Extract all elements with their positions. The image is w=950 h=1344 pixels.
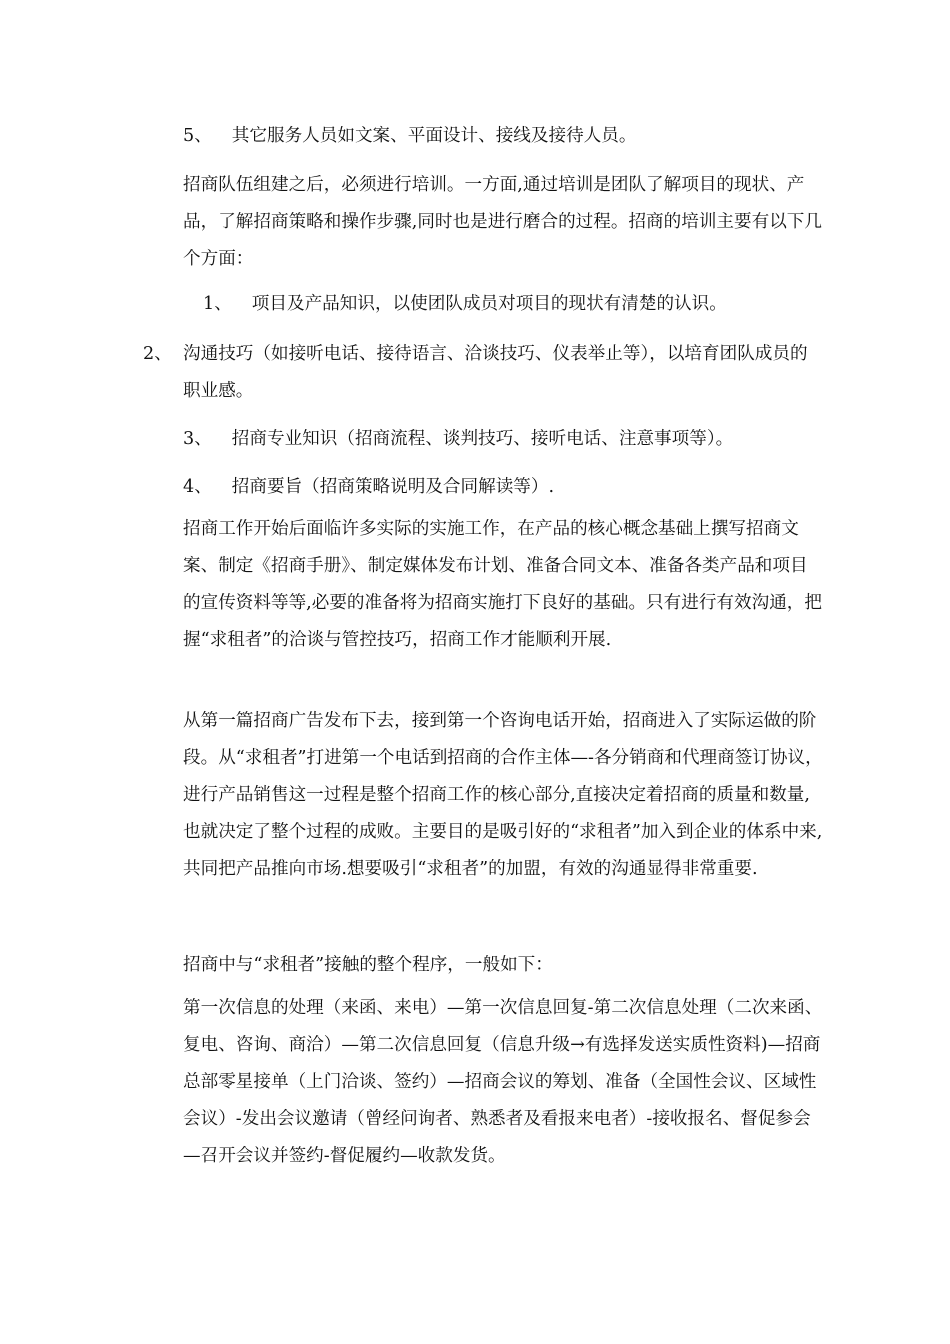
list-text: 招商要旨（招商策略说明及合同解读等）. [231,477,555,497]
list-item-1 [203,286,727,323]
list-text: 沟通技巧（如接听电话、接待语言、洽谈技巧、仪表举止等），以培育团队成员的职业感。 [183,344,808,401]
list-item-2 [143,336,833,410]
paragraph-training: 招商队伍组建之后，必须进行培训。一方面,通过培训是团队了解项目的现状、产品，了解招商策略和操作步骤,同时也是进行磨合的过程。招商的培训主要有以下几个方面： [183,175,822,269]
list-item-5 [183,118,636,155]
list-number: 5、 [183,126,212,146]
paragraph-procedure: 第一次信息的处理（来函、来电）—第一次信息回复-第二次信息处理（二次来函、复电、咨询、商洽）—第二次信息回复（信息升级→有选择发送实质性资料)—招商总部零星接单（上门洽谈、签约）—招商会议的筹划、准备（全国性会议、区域性会议）-发出会议邀请（曾经问询者、熟悉者及看报来电者）-接收报名、督促参会—召开会议并签约-督促履约—收款发货。 [183,998,823,1166]
list-number: 4、 [183,477,212,497]
list-text: 招商专业知识（招商流程、谈判技巧、接听电话、注意事项等）。 [231,429,734,449]
paragraph-stage: 从第一篇招商广告发布下去，接到第一个咨询电话开始，招商进入了实际运做的阶段。从“求租者”打进第一个电话到招商的合作主体—-各分销商和代理商签订协议，进行产品销售这一过程是整个招商工作的核心部分,直接决定着招商的质量和数量,也就决定了整个过程的成败。主要目的是吸引好的“求租者”加入到企业的体系中来,共同把产品推向市场.想要吸引“求租者”的加盟，有效的沟通显得非常重要. [183,711,823,879]
list-number: 2、 [143,344,172,364]
list-text: 其它服务人员如文案、平面设计、接线及接待人员。 [231,126,637,146]
list-item-3 [183,421,733,458]
paragraph-work: 招商工作开始后面临许多实际的实施工作，在产品的核心概念基础上撰写招商文案、制定《招商手册》、制定媒体发布计划、准备合同文本、准备各类产品和项目的宣传资料等等,必要的准备将为招商实施打下良好的基础。只有进行有效沟通，把握“求租者”的洽谈与管控技巧，招商工作才能顺利开展. [183,519,822,650]
list-item-4 [183,469,554,506]
list-text: 项目及产品知识，以使团队成员对项目的现状有清楚的认识。 [251,294,727,314]
list-number: 1、 [203,294,232,314]
list-number: 3、 [183,429,212,449]
paragraph-procedure-intro: 招商中与“求租者”接触的整个程序，一般如下： [183,955,553,975]
